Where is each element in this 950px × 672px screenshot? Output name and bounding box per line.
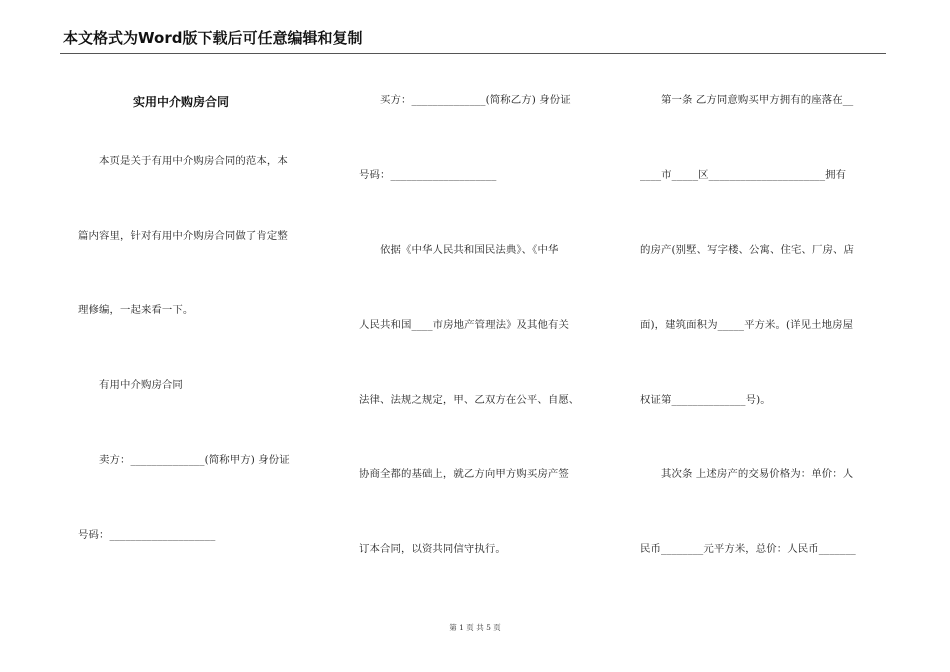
header-divider xyxy=(60,53,886,54)
paragraph-line: 号码：____________________ xyxy=(359,169,497,181)
paragraph-line: 有用中介购房合同 xyxy=(99,379,183,391)
paragraph-line: 篇内容里，针对有用中介购房合同做了肯定整 xyxy=(78,230,288,242)
page-number-footer: 第 1 页 共 5 页 xyxy=(449,623,501,632)
paragraph-line: 本页是关于有用中介购房合同的范本，本 xyxy=(99,155,288,167)
paragraph-line: 号码：____________________ xyxy=(78,529,216,541)
paragraph-line: 卖方：______________(简称甲方) 身份证 xyxy=(99,454,290,466)
paragraph-line: 买方：______________(简称乙方) 身份证 xyxy=(380,94,571,106)
paragraph-line: 协商全都的基础上，就乙方向甲方购买房产签 xyxy=(359,468,569,480)
paragraph-line: 订本合同，以资共同信守执行。 xyxy=(359,543,506,555)
paragraph-line: 依据《中华人民共和国民法典》、《中华 xyxy=(380,244,559,256)
paragraph-line: 其次条 上述房产的交易价格为：单价：人 xyxy=(661,468,854,480)
paragraph-line: 理修编，一起来看一下。 xyxy=(78,304,194,316)
paragraph-line: 的房产(别墅、写字楼、公寓、住宅、厂房、店 xyxy=(640,244,854,256)
document-title: 实用中介购房合同 xyxy=(133,95,230,109)
paragraph-line: 人民共和国____市房地产管理法》及其他有关 xyxy=(359,319,570,331)
paragraph-line: 民币________元平方米，总价：人民币_______ xyxy=(640,543,856,555)
paragraph-line: 法律、法规之规定，甲、乙双方在公平、自愿、 xyxy=(359,394,580,406)
paragraph-line: ____市_____区______________________拥有 xyxy=(640,169,847,181)
paragraph-line: 面)，建筑面积为_____平方米。(详见土地房屋 xyxy=(640,319,854,331)
paragraph-line: 权证第______________号)。 xyxy=(640,394,771,406)
page-header: 本文格式为Word版下载后可任意编辑和复制 xyxy=(63,29,363,47)
paragraph-line: 第一条 乙方同意购买甲方拥有的座落在__ xyxy=(661,94,854,106)
